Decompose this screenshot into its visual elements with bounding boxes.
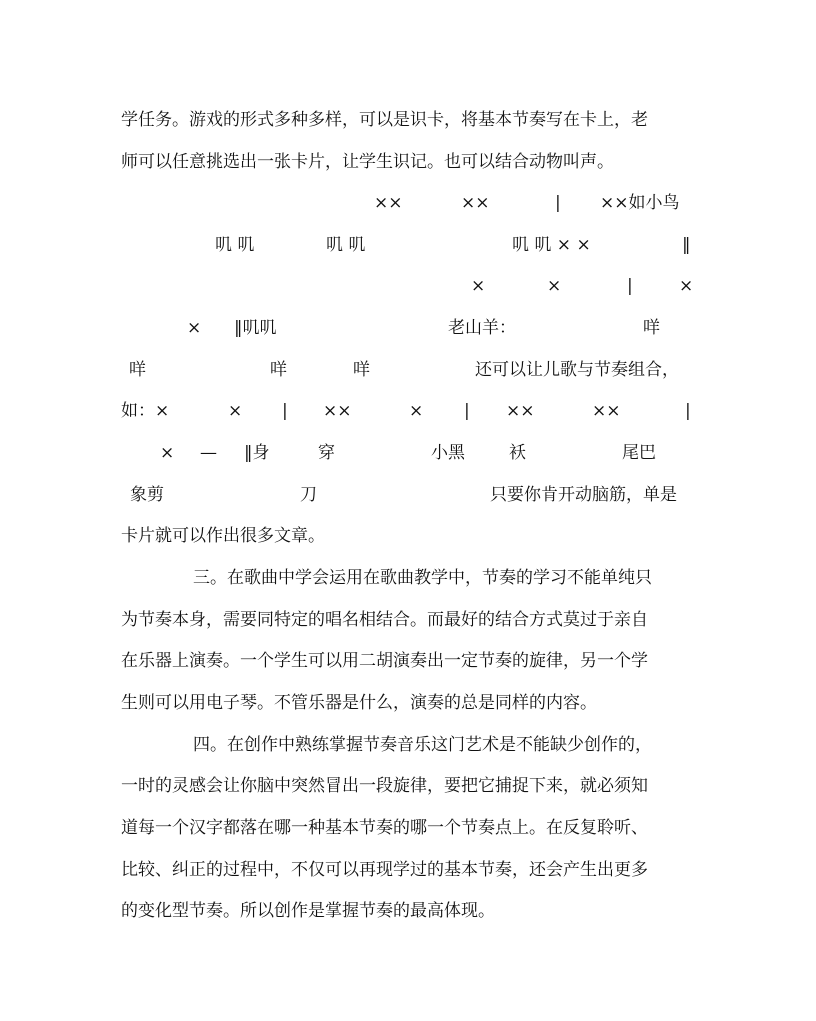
rhythm-fragment: ‖身	[244, 443, 270, 463]
rhythm-fragment: 老山羊：	[448, 318, 516, 338]
rhythm-fragment: ×	[679, 276, 694, 296]
text-line: 的变化型节奏。所以创作是掌握节奏的最高体现。	[121, 901, 495, 921]
rhythm-fragment: 咩	[129, 360, 146, 380]
rhythm-fragment: ×	[409, 401, 424, 421]
text-line: 学任务。游戏的形式多种多样，可以是识卡，将基本节奏写在卡上，老	[121, 110, 648, 130]
rhythm-fragment: ××	[374, 193, 403, 213]
rhythm-fragment: 尾巴	[622, 443, 656, 463]
text-line: 比较、纠正的过程中，不仅可以再现学过的基本节奏，还会产生出更多	[121, 860, 648, 880]
rhythm-fragment: |	[685, 401, 691, 421]
text-line: 一时的灵感会让你脑中突然冒出一段旋律，要把它捕捉下来，就必须知	[121, 776, 648, 796]
rhythm-fragment: ××如小鸟	[600, 193, 680, 213]
rhythm-fragment: ×	[187, 318, 202, 338]
rhythm-fragment: ××	[461, 193, 490, 213]
text-line: 在乐器上演奏。一个学生可以用二胡演奏出一定节奏的旋律，另一个学	[121, 651, 648, 671]
rhythm-fragment: 只要你肯开动脑筋，单是	[490, 485, 677, 505]
rhythm-fragment: ‖	[682, 235, 691, 255]
rhythm-fragment: |	[282, 401, 288, 421]
rhythm-fragment: ×	[471, 276, 486, 296]
paragraph-start: 四。在创作中熟练掌握节奏音乐这门艺术是不能缺少创作的，	[193, 735, 652, 755]
rhythm-fragment: ×	[160, 443, 175, 463]
rhythm-fragment: |	[555, 193, 561, 213]
rhythm-fragment: 叽 叽 × ×	[512, 235, 591, 255]
rhythm-fragment: 咩	[353, 360, 370, 380]
rhythm-fragment: 袄	[509, 443, 526, 463]
rhythm-fragment: 还可以让儿歌与节奏组合，	[475, 360, 679, 380]
rhythm-fragment: 刀	[300, 485, 317, 505]
rhythm-fragment: 穿	[318, 443, 335, 463]
rhythm-fragment: |	[627, 276, 633, 296]
rhythm-fragment: |	[464, 401, 470, 421]
rhythm-fragment: 咩	[270, 360, 287, 380]
rhythm-fragment: 小黑	[431, 443, 465, 463]
text-line: 师可以任意挑选出一张卡片，让学生识记。也可以结合动物叫声。	[121, 152, 614, 172]
rhythm-fragment: ×	[547, 276, 562, 296]
rhythm-fragment: 叽 叽	[215, 235, 255, 255]
rhythm-fragment: ‖叽叽	[234, 318, 277, 338]
rhythm-fragment: ××	[506, 401, 535, 421]
text-line: 为节奏本身，需要同特定的唱名相结合。而最好的结合方式莫过于亲自	[121, 610, 648, 630]
rhythm-fragment: 如：×	[121, 401, 170, 421]
rhythm-fragment: ××	[592, 401, 621, 421]
rhythm-fragment: 叽 叽	[326, 235, 366, 255]
rhythm-fragment: ×	[228, 401, 243, 421]
paragraph-start: 三。在歌曲中学会运用在歌曲教学中，节奏的学习不能单纯只	[193, 568, 652, 588]
rhythm-fragment: ××	[323, 401, 352, 421]
rhythm-fragment: 象剪	[130, 485, 164, 505]
rhythm-fragment: 咩	[643, 318, 660, 338]
text-line: 生则可以用电子琴。不管乐器是什么，演奏的总是同样的内容。	[121, 693, 597, 713]
text-line: 卡片就可以作出很多文章。	[121, 526, 325, 546]
text-line: 道每一个汉字都落在哪一种基本节奏的哪一个节奏点上。在反复聆听、	[121, 818, 648, 838]
rhythm-fragment: —	[200, 443, 217, 463]
